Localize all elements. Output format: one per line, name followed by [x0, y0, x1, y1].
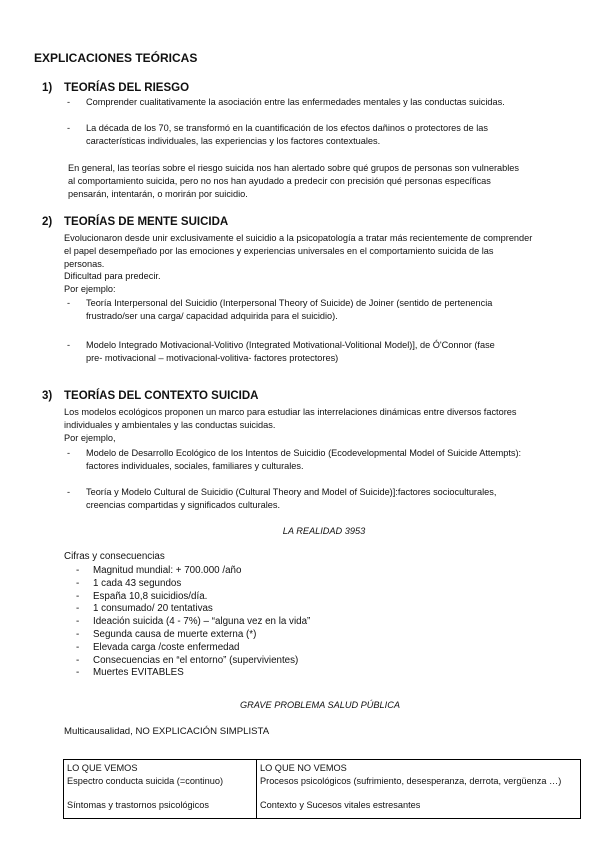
cifras-item: [76, 590, 310, 604]
cifras-item-text: España 10,8 suicidios/día.: [93, 590, 208, 602]
cifras-item-text: Consecuencias en “el entorno” (supervivientes): [93, 654, 299, 666]
section-1-number: 1): [42, 82, 53, 94]
realidad-heading: LA REALIDAD 3953: [282, 526, 366, 536]
cell-line: Procesos psicológicos (sufrimiento, desesperanza, derrota, vergüenza …): [260, 775, 562, 786]
bullet-text-line: La década de los 70, se transformó en la cuantificación de los efectos dañinos o protectores de las: [86, 123, 488, 133]
bullet-text-line: creencias compartidas y significados culturales.: [86, 499, 281, 510]
dash: -: [76, 641, 80, 653]
dash: -: [76, 628, 80, 640]
cifras-item-text: 1 consumado/ 20 tentativas: [93, 603, 213, 615]
cifras-item: [76, 667, 310, 680]
multicausalidad-text: Multicausalidad, NO EXPLICACIÓN SIMPLISTA: [64, 726, 270, 737]
paragraph-line: En general, las teorías sobre el riesgo suicida nos han alertado sobre qué grupos de personas son vulnerables: [68, 163, 519, 173]
section-3-number: 3): [42, 390, 53, 402]
section-1-paragraph: [68, 162, 519, 200]
cifras-item: [76, 628, 310, 642]
table-cell-no-vemos: [257, 760, 581, 819]
cifras-item-text: 1 cada 43 segundos: [93, 577, 182, 589]
cell-header: LO QUE NO VEMOS: [260, 763, 347, 773]
page-title: EXPLICACIONES TEÓRICAS: [34, 51, 198, 65]
cifras-item-text: Muertes EVITABLES: [93, 667, 184, 679]
cifras-item-text: Magnitud mundial: + 700.000 /año: [93, 565, 242, 576]
dash: -: [67, 448, 71, 458]
bullet-text-line: pre- motivacional – motivacional-volitiva- factores protectores): [86, 352, 339, 363]
table-row: [64, 760, 581, 819]
paragraph-line: individuales y ambientales y las conductas suicidas.: [64, 419, 276, 430]
bullet-text-line: Modelo Integrado Motivacional-Volitivo (Integrated Motivational-Volitional Model)], de Ó'Connor (fase: [86, 340, 495, 350]
bullet-text-line: Teoría Interpersonal del Suicidio (Interpersonal Theory of Suicide) de Joiner (sentido de pertenencia: [86, 298, 493, 308]
section-1-title: TEORÍAS DEL RIESGO: [64, 82, 190, 94]
dash: -: [76, 603, 80, 615]
bullet-text-line: características individuales, las experiencias y los factores contextuales.: [86, 135, 381, 146]
grave-heading: GRAVE PROBLEMA SALUD PÚBLICA: [240, 700, 400, 710]
bullet-text: Comprender cualitativamente la asociación entre las enfermedades mentales y las conductas suicidas.: [86, 97, 505, 107]
cell-line: Espectro conducta suicida (=continuo): [67, 775, 224, 786]
dash: -: [76, 616, 80, 628]
dash: -: [76, 654, 80, 666]
cifras-item-text: Ideación suicida (4 - 7%) – “alguna vez en la vida”: [93, 616, 311, 628]
dash: -: [67, 298, 71, 308]
dash: -: [76, 577, 80, 589]
section-1-bullet-2: [67, 122, 488, 148]
cell-line: Contexto y Sucesos vitales estresantes: [260, 800, 421, 810]
cifras-item-text: Elevada carga /coste enfermedad: [93, 641, 240, 653]
paragraph-line: el papel desempeñado por las emociones y experiencias universales en el comportamiento suicida de las: [64, 245, 494, 256]
section-2-bullet-2: [67, 339, 495, 365]
table-cell-vemos: [64, 760, 257, 819]
dash: -: [76, 667, 80, 679]
cifras-item: [76, 603, 310, 616]
section-3-heading: [42, 390, 259, 402]
paragraph-line: Dificultad para predecir.: [64, 271, 161, 282]
section-3-bullet-1: [67, 447, 522, 473]
dash: -: [67, 340, 71, 350]
section-3-paragraph: [64, 406, 516, 444]
dash: -: [67, 97, 71, 107]
cifras-heading: Cifras y consecuencias: [64, 551, 165, 562]
paragraph-line: personas.: [64, 258, 105, 269]
section-2-title: TEORÍAS DE MENTE SUICIDA: [64, 216, 229, 228]
section-2-bullet-1: [67, 297, 493, 323]
section-2-paragraph: [64, 232, 532, 296]
paragraph-line: Por ejemplo,: [64, 432, 116, 443]
paragraph-line: pensarán, intentarán, o morirán por suicidio.: [68, 188, 248, 199]
paragraph-line: al comportamiento suicida, pero no nos han ayudado a predecir con precisión qué personas específicas: [68, 175, 491, 186]
bullet-text-line: Modelo de Desarrollo Ecológico de los Intentos de Suicidio (Ecodevelopmental Model of Suicide Attempts):: [86, 448, 522, 458]
dash: -: [76, 590, 80, 602]
cell-header: LO QUE VEMOS: [67, 763, 138, 773]
section-2-number: 2): [42, 216, 53, 228]
dash: -: [67, 123, 71, 133]
section-3-title: TEORÍAS DEL CONTEXTO SUICIDA: [64, 390, 259, 402]
cifras-list: [76, 565, 311, 680]
paragraph-line: Los modelos ecológicos proponen un marco para estudiar las interrelaciones dinámicas entre diversos factores: [64, 407, 517, 417]
bullet-text-line: factores individuales, sociales, familiares y culturales.: [86, 460, 304, 471]
section-1-bullet-1: [67, 96, 505, 109]
cifras-item: [76, 616, 311, 629]
bullet-text-line: Teoría y Modelo Cultural de Suicidio (Cultural Theory and Model of Suicide)]:factores socioculturales,: [86, 487, 497, 497]
cifras-item: [76, 565, 310, 578]
section-2-heading: [42, 216, 229, 228]
cifras-item: [76, 641, 310, 655]
paragraph-line: Por ejemplo:: [64, 284, 116, 295]
cifras-item-text: Segunda causa de muerte externa (*): [93, 628, 257, 640]
cifras-item: [76, 654, 310, 668]
vemos-table: [63, 759, 581, 819]
bullet-text-line: frustrado/ser una carga/ capacidad adquirida para el suicidio).: [86, 310, 338, 321]
cifras-item: [76, 577, 310, 591]
dash: -: [76, 565, 80, 576]
section-3-bullet-2: [67, 486, 497, 512]
dash: -: [67, 487, 71, 497]
section-1-heading: [42, 82, 190, 94]
cell-line: Síntomas y trastornos psicológicos: [67, 800, 209, 810]
paragraph-line: Evolucionaron desde unir exclusivamente el suicidio a la psicopatología a tratar más recientemente de comprender: [64, 233, 533, 243]
